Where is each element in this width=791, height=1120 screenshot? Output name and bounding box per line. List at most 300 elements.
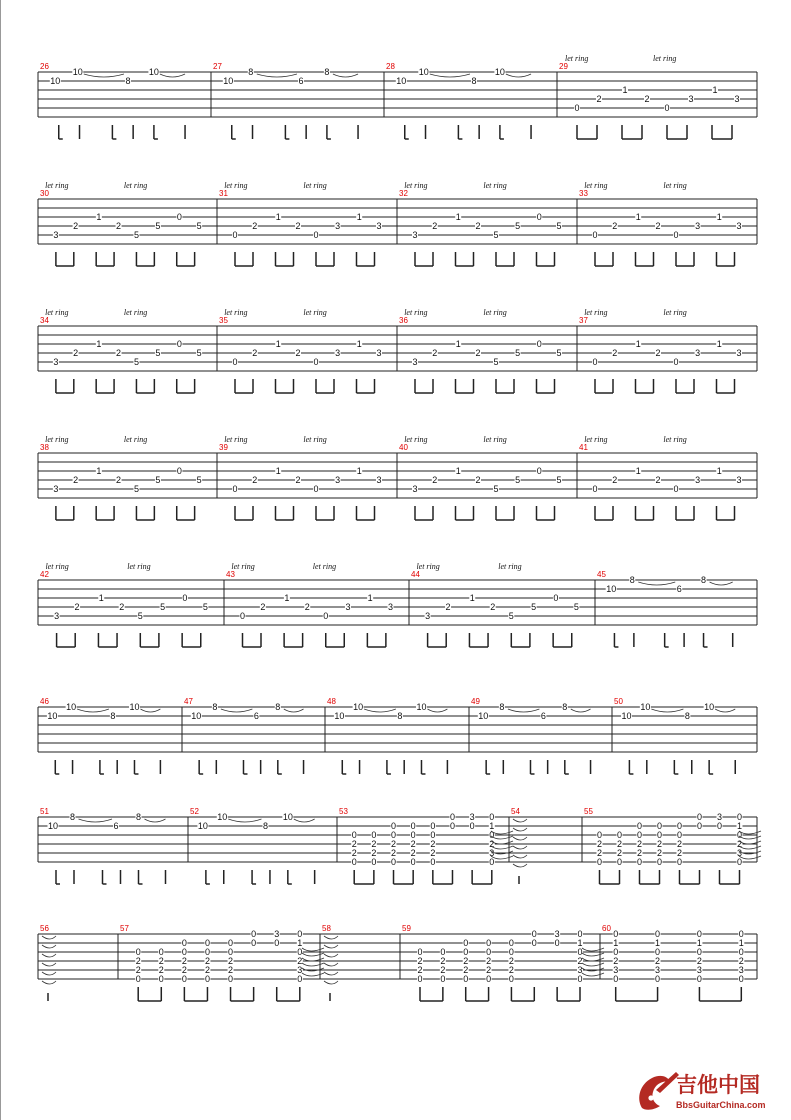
fret-number: 0 <box>508 974 514 984</box>
fret-number: 10 <box>129 702 140 712</box>
fret-number: 2 <box>613 956 619 966</box>
let-ring-mark: let ring <box>483 308 507 317</box>
fret-number: 3 <box>613 965 619 975</box>
fret-number: 0 <box>738 974 744 984</box>
fret-number: 5 <box>515 348 521 358</box>
measure-number: 53 <box>339 807 348 816</box>
measure-number: 58 <box>322 924 331 933</box>
fret-number: 0 <box>574 103 580 113</box>
fret-number: 1 <box>716 212 722 222</box>
fret-number: 0 <box>696 821 703 831</box>
fret-number: 0 <box>239 611 246 621</box>
fret-number: 8 <box>471 76 477 86</box>
fret-number: 0 <box>391 821 397 831</box>
fret-number: 0 <box>596 857 603 867</box>
fret-number: 1 <box>275 466 281 476</box>
let-ring-mark: let ring <box>483 435 507 444</box>
fret-number: 2 <box>655 956 661 966</box>
measure-number: 33 <box>579 189 588 198</box>
fret-number: 0 <box>204 947 210 957</box>
fret-number: 0 <box>181 938 187 948</box>
fret-number: 0 <box>508 947 514 957</box>
fret-number: 2 <box>655 348 661 358</box>
fret-number: 2 <box>696 956 702 966</box>
fret-number: 3 <box>696 965 702 975</box>
fret-number: 0 <box>489 812 495 822</box>
fret-number: 2 <box>417 956 423 966</box>
fret-number: 1 <box>356 212 362 222</box>
fret-number: 2 <box>74 602 80 612</box>
fret-number: 3 <box>734 94 740 104</box>
fret-number: 0 <box>592 484 598 494</box>
fret-number: 2 <box>295 221 301 231</box>
fret-number: 0 <box>135 974 141 984</box>
fret-number: 0 <box>676 857 683 867</box>
fret-number: 2 <box>596 848 603 858</box>
fret-number: 0 <box>577 929 583 939</box>
fret-number: 0 <box>613 974 619 984</box>
fret-number: 2 <box>463 965 469 975</box>
fret-number: 8 <box>684 711 690 721</box>
fret-number: 8 <box>701 575 707 585</box>
fret-number: 5 <box>155 221 161 231</box>
measure-number: 57 <box>120 924 129 933</box>
fret-number: 1 <box>469 593 475 603</box>
fret-number: 0 <box>351 857 357 867</box>
measure-number: 26 <box>40 62 49 71</box>
fret-number: 0 <box>696 812 703 822</box>
fret-number: 0 <box>176 466 182 476</box>
fret-number: 6 <box>676 584 682 594</box>
fret-number: 1 <box>635 212 641 222</box>
fret-number: 5 <box>137 611 143 621</box>
fret-number: 2 <box>73 221 79 231</box>
fret-number: 3 <box>577 965 583 975</box>
fret-number: 2 <box>655 221 661 231</box>
fret-number: 10 <box>494 67 505 77</box>
fret-number: 0 <box>313 230 319 240</box>
fret-number: 5 <box>556 348 562 358</box>
fret-number: 0 <box>232 357 238 367</box>
fret-number: 1 <box>96 212 102 222</box>
fret-number: 1 <box>96 339 102 349</box>
fret-number: 0 <box>463 947 469 957</box>
measure-number: 55 <box>584 807 593 816</box>
fret-number: 2 <box>596 839 603 849</box>
fret-number: 2 <box>432 475 438 485</box>
fret-number: 3 <box>376 221 382 231</box>
fret-number: 10 <box>50 76 61 86</box>
fret-number: 2 <box>158 965 164 975</box>
fret-number: 3 <box>489 848 495 858</box>
measure-number: 39 <box>219 443 228 452</box>
measure-number: 47 <box>184 697 193 706</box>
fret-number: 5 <box>515 221 521 231</box>
fret-number: 0 <box>655 929 661 939</box>
fret-number: 3 <box>412 484 418 494</box>
let-ring-mark: let ring <box>584 308 608 317</box>
let-ring-mark: let ring <box>565 54 589 63</box>
fret-number: 8 <box>110 711 116 721</box>
fret-number: 2 <box>486 956 492 966</box>
fret-number: 0 <box>232 230 238 240</box>
fret-number: 2 <box>158 956 164 966</box>
fret-number: 3 <box>695 221 701 231</box>
fret-number: 0 <box>323 611 329 621</box>
fret-number: 0 <box>736 830 743 840</box>
fret-number: 3 <box>335 221 341 231</box>
fret-number: 10 <box>66 702 77 712</box>
fret-number: 5 <box>196 348 202 358</box>
measure-number: 51 <box>40 807 49 816</box>
fret-number: 2 <box>116 221 122 231</box>
fret-number: 1 <box>455 466 461 476</box>
fret-number: 1 <box>356 339 362 349</box>
fret-number: 5 <box>160 602 166 612</box>
fret-number: 2 <box>410 839 416 849</box>
fret-number: 0 <box>176 339 182 349</box>
fret-number: 1 <box>96 466 102 476</box>
fret-number: 2 <box>655 475 661 485</box>
fret-number: 1 <box>455 212 461 222</box>
fret-number: 8 <box>275 702 281 712</box>
measure-number: 31 <box>219 189 228 198</box>
fret-number: 1 <box>284 593 290 603</box>
fret-number: 0 <box>410 830 416 840</box>
fret-number: 0 <box>391 857 397 867</box>
fret-number: 3 <box>335 475 341 485</box>
fret-number: 2 <box>656 848 663 858</box>
fret-number: 6 <box>113 821 119 831</box>
let-ring-mark: let ring <box>404 181 428 190</box>
fret-number: 2 <box>295 348 301 358</box>
fret-number: 10 <box>197 821 208 831</box>
fret-number: 8 <box>262 821 268 831</box>
let-ring-mark: let ring <box>123 435 148 444</box>
fret-number: 1 <box>655 938 661 948</box>
let-ring-mark: let ring <box>498 562 522 571</box>
fret-number: 2 <box>490 602 496 612</box>
fret-number: 2 <box>297 956 303 966</box>
measure-number: 30 <box>40 189 49 198</box>
let-ring-mark: let ring <box>416 562 440 571</box>
fret-number: 0 <box>251 938 257 948</box>
fret-number: 0 <box>577 974 583 984</box>
fret-number: 3 <box>297 965 303 975</box>
fret-number: 0 <box>596 830 603 840</box>
fret-number: 10 <box>223 76 234 86</box>
measure-number: 48 <box>327 697 336 706</box>
fret-number: 0 <box>181 974 187 984</box>
fret-number: 0 <box>228 938 234 948</box>
fret-number: 0 <box>313 357 319 367</box>
fret-number: 2 <box>228 965 234 975</box>
fret-number: 8 <box>324 67 330 77</box>
fret-number: 1 <box>577 938 583 948</box>
let-ring-mark: let ring <box>127 562 151 571</box>
fret-number: 0 <box>508 938 514 948</box>
measure-number: 38 <box>40 443 49 452</box>
fret-number: 3 <box>736 475 742 485</box>
measure-number: 54 <box>511 807 520 816</box>
fret-number: 1 <box>716 466 722 476</box>
fret-number: 5 <box>202 602 208 612</box>
measure-number: 41 <box>579 443 588 452</box>
fret-number: 10 <box>606 584 617 594</box>
fret-number: 2 <box>596 94 602 104</box>
measure-number: 37 <box>579 316 588 325</box>
fret-number: 2 <box>73 475 79 485</box>
fret-number: 2 <box>738 956 744 966</box>
fret-number: 0 <box>486 938 492 948</box>
fret-number: 0 <box>228 947 234 957</box>
let-ring-mark: let ring <box>45 562 69 571</box>
fret-number: 2 <box>445 602 451 612</box>
let-ring-mark: let ring <box>663 181 687 190</box>
fret-number: 0 <box>158 974 164 984</box>
fret-number: 3 <box>387 602 394 612</box>
fret-number: 6 <box>298 76 304 86</box>
fret-number: 2 <box>304 602 310 612</box>
fret-number: 10 <box>47 711 58 721</box>
fret-number: 0 <box>656 821 663 831</box>
fret-number: 0 <box>371 857 377 867</box>
fret-number: 0 <box>636 857 643 867</box>
fret-number: 0 <box>696 974 702 984</box>
fret-number: 3 <box>736 221 742 231</box>
fret-number: 2 <box>475 221 481 231</box>
fret-number: 1 <box>489 821 495 831</box>
fret-number: 0 <box>613 929 619 939</box>
fret-number: 2 <box>181 956 187 966</box>
fret-number: 3 <box>412 230 418 240</box>
measure-number: 27 <box>213 62 222 71</box>
fret-number: 0 <box>716 821 723 831</box>
fret-number: 0 <box>664 103 670 113</box>
fret-number: 3 <box>554 929 560 939</box>
let-ring-mark: let ring <box>312 562 337 571</box>
fret-number: 8 <box>248 67 254 77</box>
fret-number: 10 <box>416 702 427 712</box>
fret-number: 2 <box>508 956 514 966</box>
fret-number: 2 <box>351 848 357 858</box>
fret-number: 2 <box>440 956 446 966</box>
fret-number: 2 <box>252 221 258 231</box>
fret-number: 10 <box>621 711 632 721</box>
measure-number: 42 <box>40 570 49 579</box>
fret-number: 1 <box>275 339 281 349</box>
fret-number: 0 <box>592 357 598 367</box>
fret-number: 2 <box>656 839 663 849</box>
fret-number: 3 <box>736 848 743 858</box>
fret-number: 2 <box>644 94 650 104</box>
fret-number: 8 <box>629 575 635 585</box>
fret-number: 3 <box>425 611 431 621</box>
fret-number: 5 <box>493 484 499 494</box>
fret-number: 0 <box>616 857 623 867</box>
let-ring-mark: let ring <box>123 308 148 317</box>
fret-number: 1 <box>297 938 303 948</box>
fret-number: 0 <box>636 821 643 831</box>
let-ring-mark: let ring <box>584 181 608 190</box>
fret-number: 8 <box>397 711 403 721</box>
fret-number: 0 <box>463 974 469 984</box>
fret-number: 2 <box>204 965 210 975</box>
let-ring-mark: let ring <box>483 181 507 190</box>
fret-number: 0 <box>410 857 416 867</box>
fret-number: 0 <box>232 484 238 494</box>
fret-number: 2 <box>371 839 377 849</box>
fret-number: 0 <box>655 974 661 984</box>
fret-number: 2 <box>410 848 416 858</box>
let-ring-mark: let ring <box>404 435 428 444</box>
fret-number: 0 <box>176 212 182 222</box>
fret-number: 0 <box>592 230 598 240</box>
fret-number: 8 <box>499 702 505 712</box>
fret-number: 1 <box>455 339 461 349</box>
let-ring-mark: let ring <box>663 435 687 444</box>
fret-number: 0 <box>536 212 542 222</box>
let-ring-mark: let ring <box>224 308 248 317</box>
fret-number: 8 <box>125 76 131 86</box>
fret-number: 0 <box>135 947 141 957</box>
let-ring-mark: let ring <box>45 435 69 444</box>
fret-number: 0 <box>536 466 542 476</box>
fret-number: 5 <box>133 484 139 494</box>
fret-number: 0 <box>410 821 416 831</box>
fret-number: 2 <box>612 221 618 231</box>
fret-number: 0 <box>351 830 357 840</box>
fret-number: 8 <box>212 702 218 712</box>
fret-number: 2 <box>430 848 436 858</box>
fret-number: 0 <box>736 812 743 822</box>
let-ring-mark: let ring <box>653 54 677 63</box>
fret-number: 0 <box>204 974 210 984</box>
fret-number: 2 <box>440 965 446 975</box>
fret-number: 10 <box>148 67 159 77</box>
fret-number: 2 <box>204 956 210 966</box>
fret-number: 0 <box>696 947 702 957</box>
fret-number: 0 <box>391 830 397 840</box>
fret-number: 2 <box>228 956 234 966</box>
fret-number: 1 <box>738 938 744 948</box>
measure-number: 44 <box>411 570 420 579</box>
fret-number: 2 <box>636 848 643 858</box>
fret-number: 0 <box>181 947 187 957</box>
fret-number: 0 <box>489 857 495 867</box>
measure-number: 45 <box>597 570 606 579</box>
fret-number: 5 <box>531 602 537 612</box>
fret-number: 0 <box>536 339 542 349</box>
fret-number: 1 <box>696 938 702 948</box>
measure-number: 43 <box>226 570 235 579</box>
fret-number: 5 <box>155 475 161 485</box>
let-ring-mark: let ring <box>404 308 428 317</box>
fret-number: 10 <box>334 711 345 721</box>
fret-number: 2 <box>612 348 618 358</box>
fret-number: 10 <box>478 711 489 721</box>
fret-number: 2 <box>116 475 122 485</box>
watermark-url: BbsGuitarChina.com <box>676 1100 766 1110</box>
fret-number: 0 <box>297 947 303 957</box>
fret-number: 10 <box>47 821 59 831</box>
fret-number: 2 <box>508 965 514 975</box>
watermark-name: 吉他中国 <box>676 1073 760 1097</box>
fret-number: 3 <box>376 475 382 485</box>
fret-number: 0 <box>636 830 643 840</box>
fret-number: 2 <box>181 965 187 975</box>
fret-number: 6 <box>540 711 546 721</box>
fret-number: 2 <box>736 839 743 849</box>
fret-number: 2 <box>116 348 122 358</box>
measure-number: 52 <box>190 807 199 816</box>
fret-number: 3 <box>53 484 59 494</box>
fret-number: 0 <box>673 484 679 494</box>
fret-number: 0 <box>430 857 436 867</box>
fret-number: 1 <box>712 85 718 95</box>
fret-number: 3 <box>335 348 341 358</box>
measure-number: 50 <box>614 697 623 706</box>
fret-number: 0 <box>417 974 423 984</box>
fret-number: 3 <box>345 602 351 612</box>
fret-number: 2 <box>676 839 683 849</box>
fret-number: 5 <box>556 221 562 231</box>
fret-number: 2 <box>676 848 683 858</box>
fret-number: 10 <box>72 67 83 77</box>
let-ring-mark: let ring <box>303 308 327 317</box>
fret-number: 3 <box>695 475 701 485</box>
fret-number: 5 <box>493 230 499 240</box>
measure-number: 36 <box>399 316 408 325</box>
fret-number: 0 <box>554 938 560 948</box>
fret-number: 3 <box>688 94 694 104</box>
fret-number: 0 <box>738 929 744 939</box>
fret-number: 0 <box>531 929 537 939</box>
let-ring-mark: let ring <box>224 181 248 190</box>
fret-number: 0 <box>486 947 492 957</box>
fret-number: 2 <box>616 839 623 849</box>
fret-number: 6 <box>253 711 259 721</box>
fret-number: 0 <box>656 857 663 867</box>
fret-number: 2 <box>417 965 423 975</box>
fret-number: 1 <box>716 339 722 349</box>
fret-number: 0 <box>656 830 663 840</box>
fret-number: 8 <box>562 702 568 712</box>
fret-number: 0 <box>616 830 623 840</box>
let-ring-mark: let ring <box>303 435 327 444</box>
let-ring-mark: let ring <box>303 181 327 190</box>
let-ring-mark: let ring <box>123 181 148 190</box>
fret-number: 0 <box>182 593 188 603</box>
fret-number: 0 <box>297 929 303 939</box>
fret-number: 0 <box>655 947 661 957</box>
measure-number: 34 <box>40 316 49 325</box>
fret-number: 3 <box>736 348 742 358</box>
fret-number: 10 <box>396 76 407 86</box>
fret-number: 2 <box>486 965 492 975</box>
fret-number: 2 <box>430 839 436 849</box>
fret-number: 0 <box>736 857 743 867</box>
fret-number: 3 <box>469 812 475 822</box>
fret-number: 1 <box>275 212 281 222</box>
measure-number: 29 <box>559 62 568 71</box>
measure-number: 56 <box>40 924 49 933</box>
measure-number: 32 <box>399 189 408 198</box>
fret-number: 0 <box>204 938 210 948</box>
fret-number: 5 <box>493 357 499 367</box>
fret-number: 3 <box>655 965 661 975</box>
fret-number: 0 <box>449 821 455 831</box>
